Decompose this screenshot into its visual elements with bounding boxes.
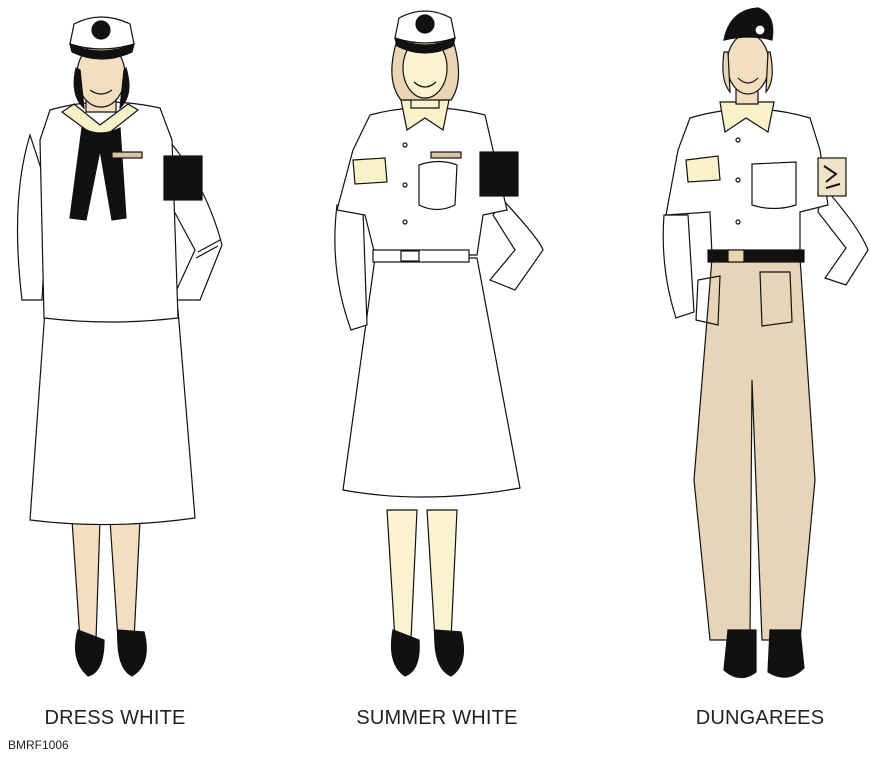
ribbon-bar bbox=[112, 152, 142, 158]
garrison-cap bbox=[724, 8, 773, 40]
right-pocket bbox=[752, 162, 796, 209]
figure-dress-white bbox=[0, 0, 240, 700]
skirt bbox=[30, 310, 195, 525]
figure-id: BMRF1006 bbox=[8, 738, 69, 752]
rating-badge bbox=[164, 156, 202, 200]
right-shoe bbox=[118, 630, 147, 676]
right-shoe bbox=[435, 630, 464, 676]
left-arm bbox=[335, 205, 367, 330]
left-pocket bbox=[686, 156, 720, 182]
left-boot bbox=[724, 630, 756, 678]
belt-buckle bbox=[728, 250, 744, 262]
figure-summer-white bbox=[315, 0, 555, 700]
left-arm bbox=[663, 215, 694, 318]
right-boot bbox=[768, 630, 804, 677]
caption-summer-white: SUMMER WHITE bbox=[356, 707, 518, 729]
belt bbox=[708, 250, 804, 262]
caption-dungarees: DUNGAREES bbox=[695, 707, 825, 729]
belt bbox=[373, 250, 469, 262]
cap-badge-icon bbox=[416, 15, 434, 33]
right-arm bbox=[490, 200, 543, 290]
belt-buckle bbox=[401, 251, 419, 261]
legs bbox=[72, 520, 140, 640]
left-shoe bbox=[76, 630, 104, 676]
right-pocket bbox=[419, 162, 457, 210]
ribbon-bar bbox=[431, 152, 461, 158]
caption-dress-white: DRESS WHITE bbox=[44, 707, 186, 729]
cap-badge-icon bbox=[755, 25, 765, 35]
left-pocket bbox=[353, 158, 387, 184]
rating-badge bbox=[480, 152, 518, 196]
figure-dungarees bbox=[650, 0, 870, 700]
trousers bbox=[694, 258, 815, 640]
skirt bbox=[343, 258, 520, 497]
legs bbox=[387, 510, 457, 640]
left-shoe bbox=[392, 630, 420, 676]
face bbox=[727, 34, 769, 94]
cap-badge-icon bbox=[92, 21, 110, 39]
